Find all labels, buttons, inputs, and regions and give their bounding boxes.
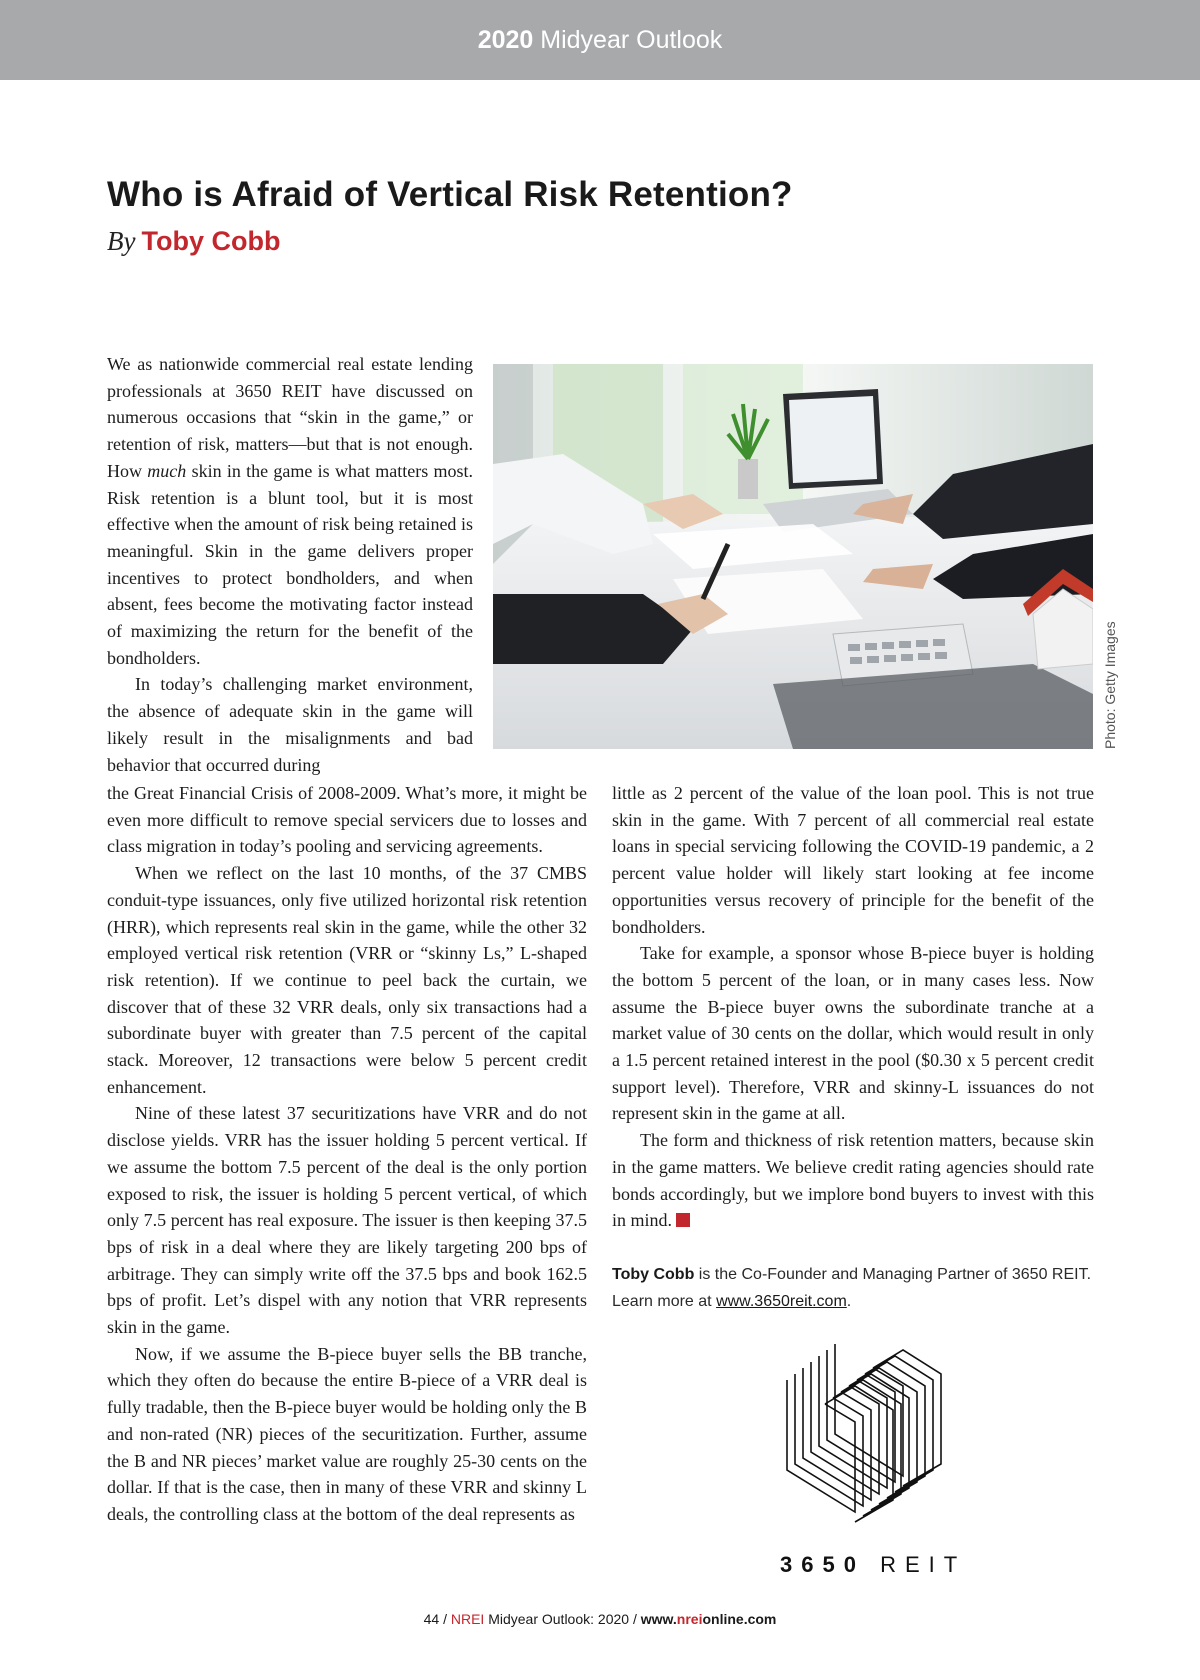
paragraph-4-text: Nine of these latest 37 securitizations have VRR and do not disclose yields. VRR has the issuer holding 5 percent vertical. If we assume the bottom 7.5 percent of the deal is the only portion exposed to risk, the issuer is holding 5 percent vertical, of which only 7.5 percent has real exposure. The issuer is then keeping 37.5 bps of risk in a deal where they are likely targeting 200 bps of arbitrage. They can simply write off the 37.5 bps and book 162.5 bps of profit. Let’s dispel with any notion that VRR represents skin in the game. [107,1103,587,1338]
footer-url[interactable] [641,1611,777,1627]
paragraph-5 [107,1341,587,1528]
paragraph-6 [612,940,1094,1127]
header-title [478,26,723,55]
author-bio [612,1262,1094,1315]
end-mark-icon [676,1213,690,1227]
footer-separator-2: / [629,1611,641,1627]
footer-url-pre: www. [640,1611,677,1627]
paragraph-2-rest: the Great Financial Crisis of 2008-2009. What’s more, it might be even more difficult to remove special servicers due to losses and class migration in today’s pooling and servicing agreements. [107,783,587,857]
paragraph-4 [107,1100,587,1340]
footer-publication: Midyear Outlook: 2020 [484,1611,630,1627]
byline-author: Toby Cobb [141,226,281,256]
reit-logo-icon [785,1340,945,1525]
paragraph-1-text-end: skin in the game is what matters most. Risk retention is a blunt tool, but it is most effective when the amount of risk being retained is meaningful. Skin in the game delivers proper incentives to protect bondholders, and when absent, fees become the motivating factor instead of maximizing the return for the benefit of the bondholders. [107,460,473,668]
paragraph-5-text: Now, if we assume the B-piece buyer sells the BB tranche, which they often do because the entire B-piece of a VRR deal is fully tradable, then the B-piece buyer would be holding only the B and non-rated (NR) pieces of the securitization. Further, assume the B and NR pieces’ market value are roughly 25-30 cents on the dollar. If that is the case, then in many of these VRR and skinny L deals, the controlling class at the bottom of the deal represents as [107,1343,587,1524]
header-banner [0,0,1200,80]
bio-text: is the Co-Founder and Managing Partner of 3650 REIT. [694,1266,1092,1283]
byline-by: By [107,226,136,256]
bio-line [612,1262,1094,1289]
paragraph-7 [612,1127,1094,1234]
paragraph-1 [107,351,473,671]
bio-period: . [846,1292,852,1310]
article-title: Who is Afraid of Vertical Risk Retention? [107,175,793,214]
meeting-photo-illustration [493,364,1093,749]
paragraph-5-cont: little as 2 percent of the value of the loan pool. This is not true skin in the game. With 7 percent of all commercial real estate loans in special servicing following the COVID-19 pandemic, a 2 percent value holder will likely start looking at fee income opportunities versus recovery of principle for the benefit of the bondholders. [612,783,1094,937]
bio-learn-text: Learn more at [612,1292,717,1310]
header-label: Midyear Outlook [540,25,723,54]
paragraph-3-text: When we reflect on the last 10 months, of the 37 CMBS conduit-type issuances, only five utilized horizontal risk retention (HRR), which represents real skin in the game, while the other 32 employed vertical risk retention (VRR or “skinny Ls,” L-shaped risk retention). If we continue to peel back the curtain, we discover that of these 32 VRR deals, only six transactions had a subordinate buyer with greater than 7.5 percent of the capital stack. Moreover, 12 transactions were below 5 percent credit enhancement. [107,863,587,1097]
footer-separator-1: / [439,1611,451,1627]
paragraph-3 [107,860,587,1100]
footer-url-post: online.com [702,1611,777,1627]
paragraph-2-top-text: In today’s challenging market environment, the absence of adequate skin in the game will likely result in the misalignments and bad behavior that occurred during [107,674,473,775]
logo-word: REIT [880,1552,967,1577]
page-number: 44 [423,1611,440,1627]
paragraph-6-text: Take for example, a sponsor whose B-piece buyer is holding the bottom 5 percent of the loan, or in many cases less. Now assume the B-piece buyer owns the subordinate tranche at a market value of 30 cents on the dollar, which would result in only a 1.5 percent retained interest in the pool ($0.30 x 5 percent credit support level). Therefore, VRR and skinny-L issuances do not represent skin in the game at all. [612,943,1094,1124]
paragraph-2-top [107,671,473,778]
body-column-top-left [107,351,473,778]
article-photo [493,364,1093,749]
photo-credit: Photo: Getty Images [1102,621,1118,749]
bio-name: Toby Cobb [612,1266,695,1283]
footer-url-nrei: nrei [676,1611,703,1627]
byline [107,226,280,257]
body-column-left [107,780,587,1528]
paragraph-7-text: The form and thickness of risk retention matters, because skin in the game matters. We believe credit rating agencies should rate bonds accordingly, but we implore bond buyers to invest with this in mind. [612,1130,1094,1231]
footer-nrei: NREI [450,1611,485,1627]
header-year: 2020 [477,25,534,54]
bio-learn-more [612,1289,1094,1316]
website-link[interactable]: www.3650reit.com [716,1292,847,1310]
paragraph-1-text: We as nationwide commercial real estate lending professionals at 3650 REIT have discussed on numerous occasions that “skin in the game,” or retention of risk, matters—but that is not enough. How [107,354,473,481]
page-footer [0,1611,1200,1627]
body-column-right [612,780,1094,1234]
logo-number: 3650 [780,1552,865,1577]
paragraph-1-emphasis: much [147,460,187,481]
logo-wordmark [780,1552,966,1578]
